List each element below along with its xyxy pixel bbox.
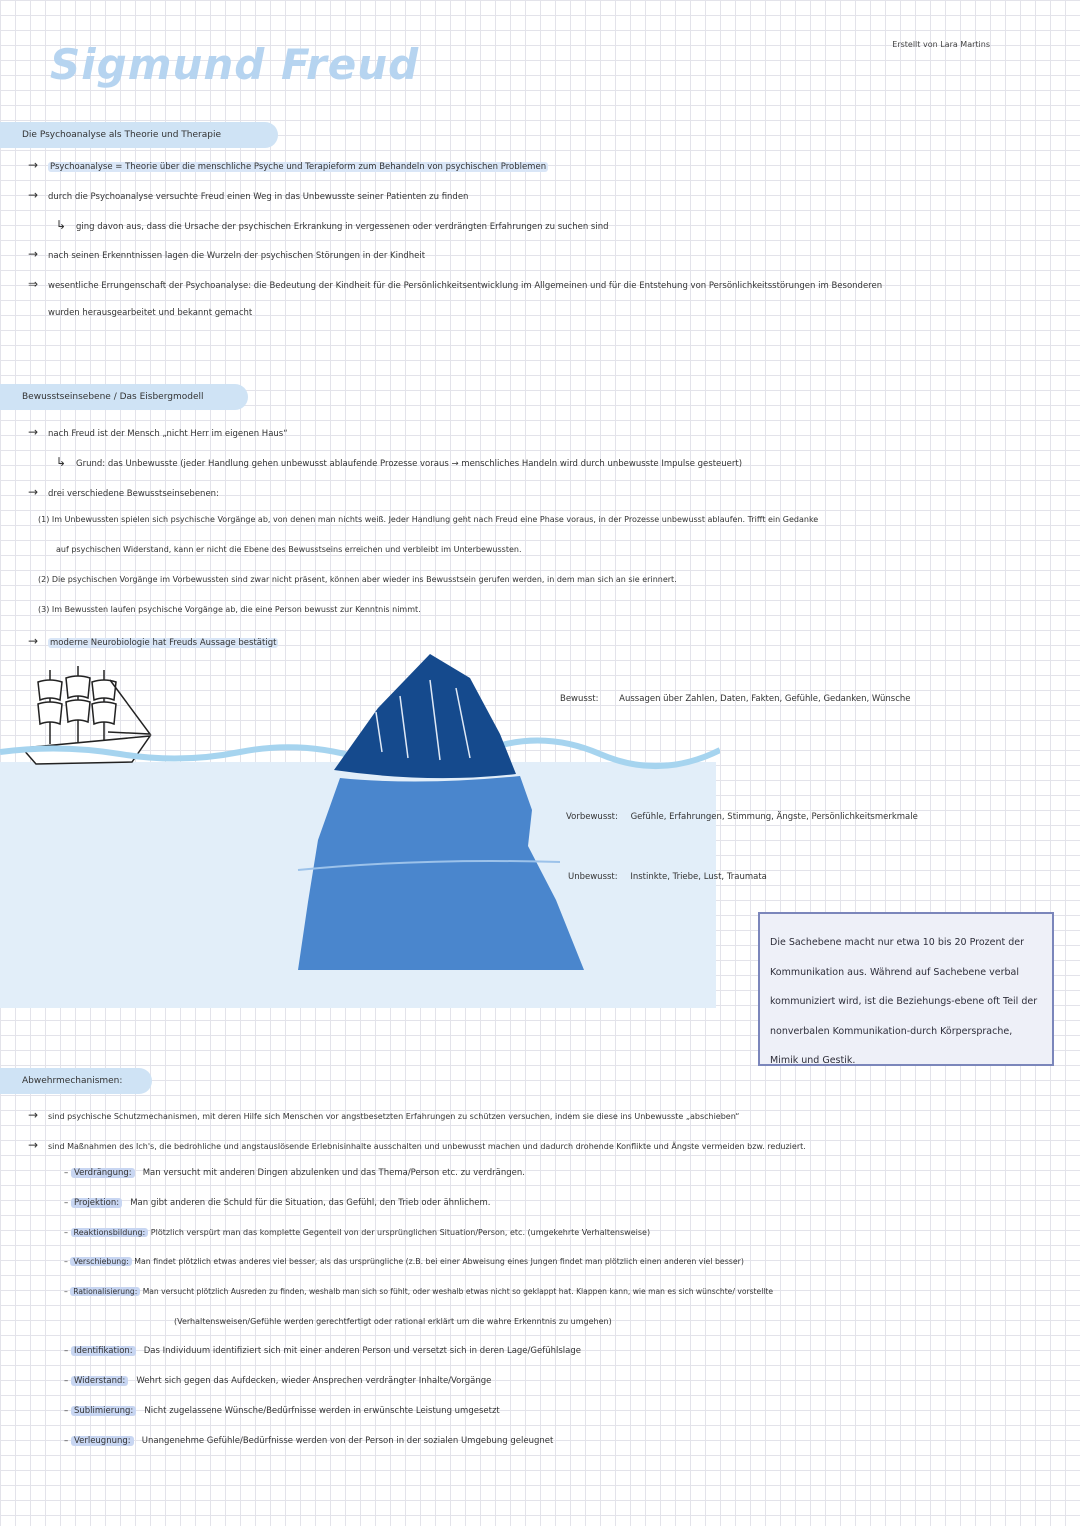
- s2-line-4: (1) Im Unbewussten spielen sich psychische Vorgänge ab, von denen man nichts weiß. Jeder Handlung geht nach Freud eine Phase voraus, in der Prozesse unbewusst ablaufen. Trifft ein Gedanke: [38, 515, 819, 524]
- defense-text: Man versucht mit anderen Dingen abzulenken und das Thema/Person etc. zu verdrängen.: [142, 1168, 525, 1178]
- arrow-icon: →: [28, 634, 39, 648]
- defense-text: Nicht zugelassene Wünsche/Bedürfnisse werden in erwünschte Leistung umgesetzt: [144, 1406, 500, 1416]
- section-heading-eisbergmodell: Bewusstseinsebene / Das Eisbergmodell: [0, 384, 248, 410]
- s1-line-6: [48, 308, 252, 318]
- s1-text: wesentliche Errungenschaft der Psychoanalyse: die Bedeutung der Kindheit für die Persönlichkeitsentwicklung im Allgemeinen und für die Entstehung von Persönlichkeitsstörungen im Besonderen: [48, 281, 883, 291]
- s3-intro-1: [28, 1108, 739, 1122]
- vorbewusst-label: Vorbewusst:: [566, 812, 618, 822]
- defense-item: – Identifikation: Das Individuum identifiziert sich mit einer anderen Person und versetzt sich in deren Lage/Gefühlslage: [64, 1346, 581, 1356]
- note-box: Die Sachebene macht nur etwa 10 bis 20 Prozent der Kommunikation aus. Während auf Sachebene verbal kommuniziert wird, ist die Beziehungs-ebene oft Teil der nonverbalen Kommunikation-durch Körpersprache, Mimik und Gestik.: [758, 912, 1054, 1066]
- unbewusst-row: [568, 872, 767, 882]
- bewusst-label: Bewusst:: [560, 694, 599, 704]
- s3-text: sind psychische Schutzmechanismen, mit deren Hilfe sich Menschen vor angstbesetzten Erfahrungen zu schützen versuchen, indem sie diese ins Unbewusste „abschieben“: [48, 1112, 740, 1121]
- s2-line-7: (3) Im Bewussten laufen psychische Vorgänge ab, die eine Person bewusst zur Kenntnis nimmt.: [38, 605, 421, 614]
- defense-term: Identifikation:: [71, 1346, 136, 1356]
- arrow-icon: →: [28, 247, 39, 261]
- defense-text: Das Individuum identifiziert sich mit einer anderen Person und versetzt sich in deren Lage/Gefühlslage: [143, 1346, 581, 1356]
- s1-line-1: [28, 158, 548, 172]
- defense-item: – Widerstand: Wehrt sich gegen das Aufdecken, wieder Ansprechen verdrängter Inhalte/Vorgänge: [64, 1376, 492, 1386]
- defense-item: – Projektion: Man gibt anderen die Schuld für die Situation, das Gefühl, den Trieb oder ähnlichem.: [64, 1198, 491, 1208]
- defense-term: Sublimierung:: [71, 1406, 136, 1416]
- s3-intro-2: [28, 1138, 806, 1152]
- unbewusst-label: Unbewusst:: [568, 872, 618, 882]
- defense-text: Man gibt anderen die Schuld für die Situation, das Gefühl, den Trieb oder ähnlichem.: [130, 1198, 491, 1208]
- defense-term: Projektion:: [71, 1198, 122, 1208]
- defense-item: – Rationalisierung: Man versucht plötzlich Ausreden zu finden, weshalb man sich so fühlt, oder weshalb etwas nicht so geklappt hat. Klappen kann, wie man es sich wünschte/ vorstellte: [64, 1287, 774, 1296]
- s1-text: durch die Psychoanalyse versuchte Freud einen Weg in das Unbewusste seiner Patienten zu finden: [48, 192, 469, 202]
- unbewusst-text: Instinkte, Triebe, Lust, Traumata: [630, 872, 767, 882]
- defense-item: – Sublimierung: Nicht zugelassene Wünsche/Bedürfnisse werden in erwünschte Leistung umgesetzt: [64, 1406, 500, 1416]
- s2-line-1: [28, 425, 288, 439]
- arrow-icon: →: [28, 1108, 39, 1122]
- arrow-icon: →: [28, 1138, 39, 1152]
- s1-text: nach seinen Erkenntnissen lagen die Wurzeln der psychischen Störungen in der Kindheit: [48, 251, 426, 261]
- defense-term: Verdrängung:: [71, 1168, 135, 1178]
- arrow-icon: →: [28, 425, 39, 439]
- arrow-icon: →: [28, 188, 39, 202]
- arrow-return-icon: ↳: [56, 218, 67, 232]
- arrow-icon: →: [28, 485, 39, 499]
- arrow-icon: →: [28, 158, 39, 172]
- defense-term: Rationalisierung:: [70, 1287, 140, 1296]
- section-heading-psychoanalyse: Die Psychoanalyse als Theorie und Therapie: [0, 122, 278, 148]
- defense-item: – Verdrängung: Man versucht mit anderen Dingen abzulenken und das Thema/Person etc. zu verdrängen.: [64, 1168, 525, 1178]
- arrow-return-icon: ↳: [56, 455, 67, 469]
- iceberg-illustration: [0, 640, 720, 980]
- defense-text: Unangenehme Gefühle/Bedürfnisse werden von der Person in der sozialen Umgebung geleugnet: [141, 1436, 554, 1446]
- bewusst-row: [560, 694, 910, 704]
- bewusst-text: Aussagen über Zahlen, Daten, Fakten, Gefühle, Gedanken, Wünsche: [619, 694, 911, 704]
- vorbewusst-row: [566, 812, 918, 822]
- page-title: Sigmund Freud: [50, 40, 420, 89]
- s2-line-5: auf psychischen Widerstand, kann er nicht die Ebene des Bewusstseins erreichen und verbleibt im Unterbewussten.: [56, 545, 522, 554]
- defense-text: Plötzlich verspürt man das komplette Gegenteil von der ursprünglichen Situation/Person, etc. (umgekehrte Verhaltensweise): [150, 1228, 651, 1237]
- defense-text: Man findet plötzlich etwas anderes viel besser, als das ursprüngliche (z.B. bei einer Abweisung eines Jungen findet man plötzlich einen anderen viel besser): [134, 1257, 744, 1266]
- s2-text: drei verschiedene Bewusstseinsebenen:: [48, 489, 219, 499]
- s3-text: sind Maßnahmen des Ich's, die bedrohliche und angstauslösende Erlebnisinhalte ausschalten und unbewusst machen und dadurch drohende Konflikte und Ängste vermeiden bzw. reduziert.: [48, 1142, 806, 1151]
- s1-line-2: [28, 188, 468, 202]
- s1-text: Psychoanalyse = Theorie über die menschliche Psyche und Terapieform zum Behandeln von psychischen Problemen: [50, 162, 547, 172]
- defense-item: – Verleugnung: Unangenehme Gefühle/Bedürfnisse werden von der Person in der sozialen Umgebung geleugnet: [64, 1436, 554, 1446]
- s1-text: ging davon aus, dass die Ursache der psychischen Erkrankung in vergessenen oder verdrängten Erfahrungen zu suchen sind: [76, 222, 609, 232]
- defense-term: Verleugnung:: [71, 1436, 134, 1446]
- defense-term: Verschiebung:: [70, 1257, 131, 1266]
- defense-item: – Reaktionsbildung: Plötzlich verspürt man das komplette Gegenteil von der ursprünglichen Situation/Person, etc. (umgekehrte Verhaltensweise): [64, 1228, 651, 1237]
- defense-term: Reaktionsbildung:: [71, 1228, 149, 1237]
- s1-line-3: [56, 218, 609, 232]
- s2-text: nach Freud ist der Mensch „nicht Herr im eigenen Haus“: [48, 429, 288, 439]
- defense-text: Wehrt sich gegen das Aufdecken, wieder Ansprechen verdrängter Inhalte/Vorgänge: [136, 1376, 492, 1386]
- double-arrow-icon: ⇒: [28, 277, 39, 291]
- s1-line-4: [28, 247, 425, 261]
- s1-line-5: [28, 277, 882, 291]
- s2-line-6: (2) Die psychischen Vorgänge im Vorbewussten sind zwar nicht präsent, können aber wieder ins Bewusstsein gerufen werden, in dem man sich an sie erinnert.: [38, 575, 677, 584]
- vorbewusst-text: Gefühle, Erfahrungen, Stimmung, Ängste, Persönlichkeitsmerkmale: [630, 812, 918, 822]
- s2-line-2: [56, 455, 742, 469]
- s2-text: moderne Neurobiologie hat Freuds Aussage bestätigt: [50, 638, 277, 648]
- defense-text: Man versucht plötzlich Ausreden zu finden, weshalb man sich so fühlt, oder weshalb etwas nicht so geklappt hat. Klappen kann, wie man es sich wünschte/ vorstellte: [142, 1287, 774, 1296]
- s2-line-3: [28, 485, 219, 499]
- defense-term: Widerstand:: [71, 1376, 128, 1386]
- author-note: Erstellt von Lara Martins: [892, 40, 990, 49]
- s2-text: Grund: das Unbewusste (jeder Handlung gehen unbewusst ablaufende Prozesse voraus → menschliches Handeln wird durch unbewusste Impulse gesteuert): [76, 459, 743, 469]
- s1-text: wurden herausgearbeitet und bekannt gemacht: [48, 308, 253, 318]
- defense-item: – Verschiebung: Man findet plötzlich etwas anderes viel besser, als das ursprüngliche (z.B. bei einer Abweisung eines Jungen findet man plötzlich einen anderen viel besser): [64, 1257, 744, 1266]
- defense-item-continued: (Verhaltensweisen/Gefühle werden gerechtfertigt oder rational erklärt um die wahre Erkenntnis zu umgehen): [174, 1317, 612, 1326]
- section-heading-abwehrmechanismen: Abwehrmechanismen:: [0, 1068, 152, 1094]
